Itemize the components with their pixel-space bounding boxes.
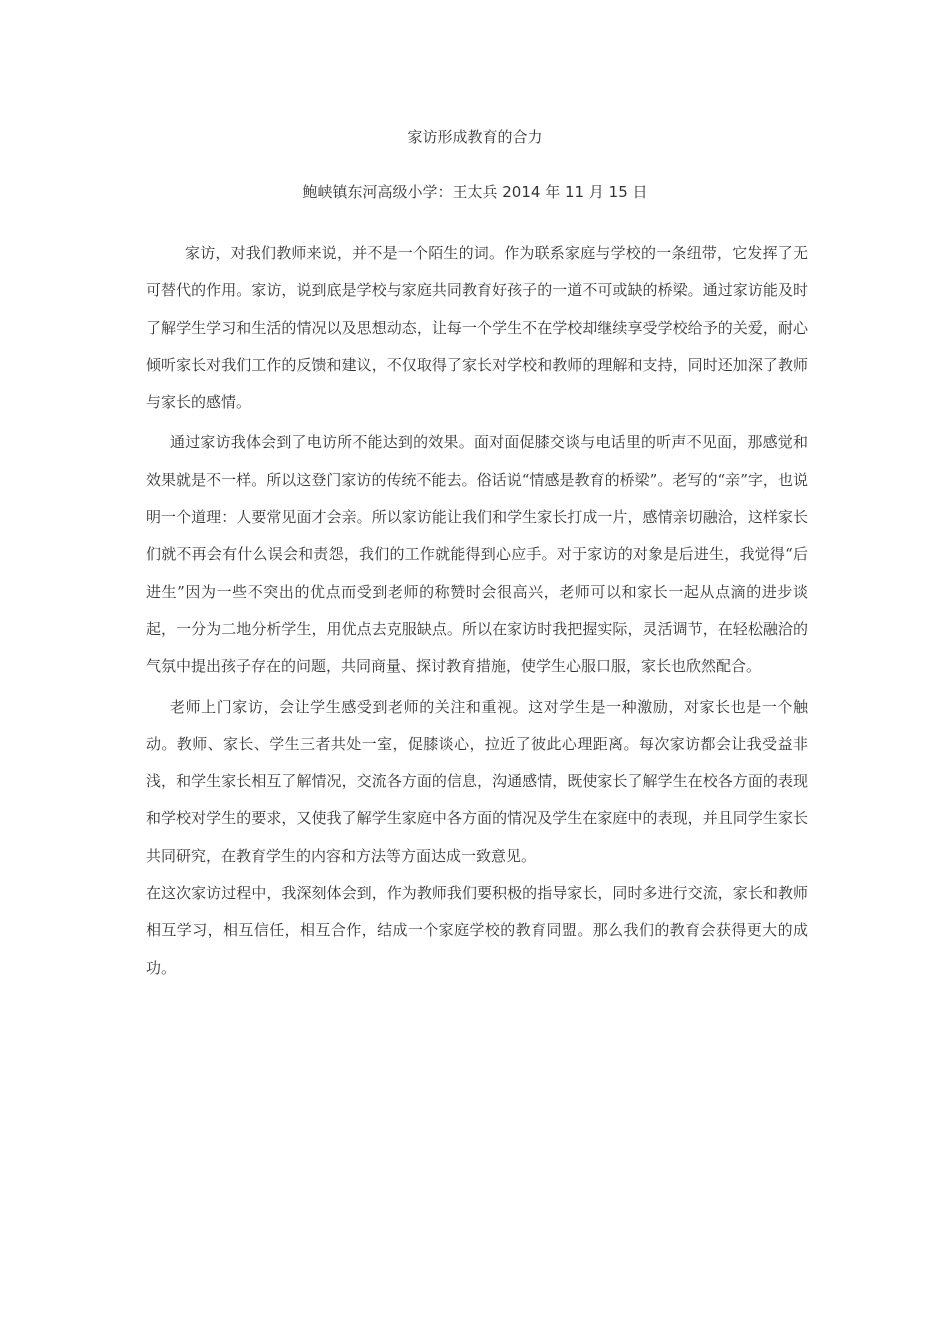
paragraph-4: 在这次家访过程中，我深刻体会到，作为教师我们要积极的指导家长，同时多进行交流，家长和教师相互学习，相互信任，相互合作，结成一个家庭学校的教育同盟。那么我们的教育会获得更大的成功。 [146,884,808,977]
document-title: 家访形成教育的合力 [407,128,543,146]
document-body [146,235,808,987]
paragraph-1: 家访，对我们教师来说，并不是一个陌生的词。作为联系家庭与学校的一条纽带，它发挥了无可替代的作用。家访，说到底是学校与家庭共同教育好孩子的一道不可或缺的桥梁。通过家访能及时了解学生学习和生活的情况以及思想动态，让每一个学生不在学校却继续享受学校给予的关爱，耐心倾听家长对我们工作的反馈和建议，不仅取得了家长对学校和教师的理解和支持，同时还加深了教师与家长的感情。 [146,244,808,412]
byline-day: 15 [608,183,628,201]
byline-month: 11 [565,183,585,201]
byline-day-unit: 日 [632,183,648,201]
paragraph-2: 通过家访我体会到了电访所不能达到的效果。面对面促膝交谈与电话里的听声不见面，那感觉和效果就是不一样。所以这登门家访的传统不能去。俗话说“情感是教育的桥梁”。老写的“亲”字，也说明一个道理：人要常见面才会亲。所以家访能让我们和学生家长打成一片，感情亲切融洽，这样家长们就不再会有什么误会和责怨，我们的工作就能得到心应手。对于家访的对象是后进生，我觉得“后进生”因为一些不突出的优点而受到老师的称赞时会很高兴，老师可以和家长一起从点滴的进步谈起，一分为二地分析学生，用优点去克服缺点。所以在家访时我把握实际，灵活调节，在轻松融洽的气氛中提出孩子存在的问题，共同商量、探讨教育措施，使学生心服口服，家长也欣然配合。 [146,433,808,676]
paragraph-3: 老师上门家访，会让学生感受到老师的关注和重视。这对学生是一种激励，对家长也是一个触动。教师、家长、学生三者共处一室，促膝谈心，拉近了彼此心理距离。每次家访都会让我受益非浅，和学生家长相互了解情况，交流各方面的信息，沟通感情，既使家长了解学生在校各方面的表现和学校对学生的要求，又使我了解学生家庭中各方面的情况及学生在家庭中的表现，并且同学生家长共同研究，在教育学生的内容和方法等方面达成一致意见。 [146,697,808,865]
byline-year-unit: 年 [545,183,561,201]
byline-year: 2014 [502,183,541,201]
byline-month-unit: 月 [588,183,604,201]
byline-author: 鲍峡镇东河高级小学：王太兵 [302,183,498,201]
document-byline [0,181,950,203]
